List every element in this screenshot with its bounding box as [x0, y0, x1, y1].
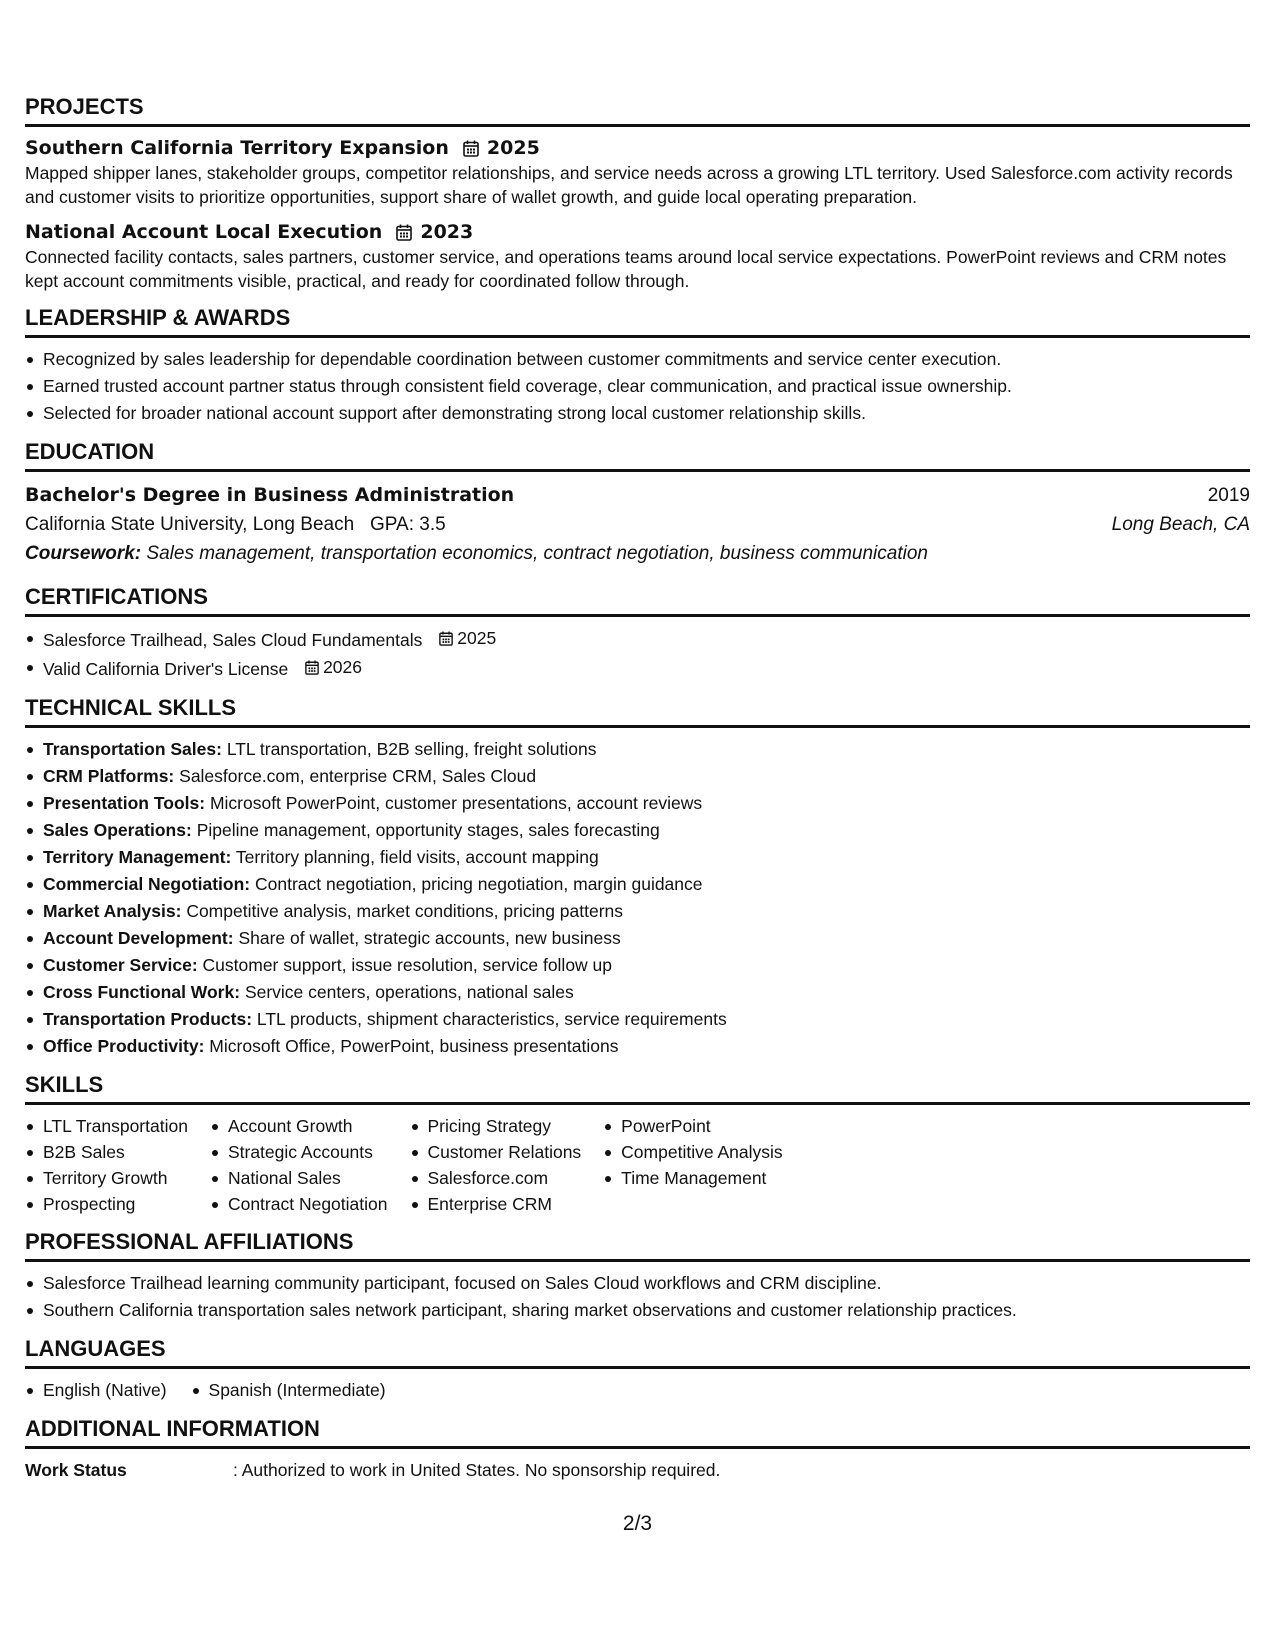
list-item: Selected for broader national account support after demonstrating strong local customer relationship skills. — [25, 400, 1250, 427]
list-item: Competitive Analysis — [603, 1139, 782, 1165]
page-number: 2/3 — [622, 1512, 653, 1535]
list-item — [25, 625, 1250, 654]
list-item: Strategic Accounts — [210, 1139, 388, 1165]
skills-column — [25, 1113, 188, 1217]
skill-value: Salesforce.com, enterprise CRM, Sales Cloud — [179, 766, 537, 786]
skill-label: Presentation Tools: — [43, 793, 206, 813]
section-title: EDUCATION — [25, 437, 1250, 472]
languages-section — [25, 1334, 1250, 1404]
skill-label: Territory Management: — [43, 847, 232, 867]
skill-label: Market Analysis: — [43, 901, 182, 921]
project-year: 2023 — [420, 221, 474, 243]
technical-skills-section — [25, 693, 1250, 1060]
certification-name: Valid California Driver's License — [43, 659, 289, 679]
skill-label: CRM Platforms: — [43, 766, 175, 786]
list-item: Enterprise CRM — [410, 1191, 582, 1217]
project-name: National Account Local Execution — [25, 221, 383, 243]
skill-value: Microsoft Office, PowerPoint, business presentations — [209, 1036, 619, 1056]
certification-name: Salesforce Trailhead, Sales Cloud Fundamentals — [43, 630, 423, 650]
skill-label: Transportation Sales: — [43, 739, 222, 759]
certification-year: 2026 — [323, 657, 363, 677]
affiliations-list — [25, 1270, 1250, 1324]
resume-page — [25, 92, 1250, 1493]
list-item: PowerPoint — [603, 1113, 782, 1139]
skills-column — [410, 1113, 582, 1217]
section-title: PROFESSIONAL AFFILIATIONS — [25, 1227, 1250, 1262]
list-item: Customer Relations — [410, 1139, 582, 1165]
list-item: Account Growth — [210, 1113, 388, 1139]
skill-value: LTL products, shipment characteristics, service requirements — [256, 1009, 727, 1029]
info-label: Work Status — [25, 1460, 127, 1480]
skill-label: Transportation Products: — [43, 1009, 253, 1029]
skill-label: Office Productivity: — [43, 1036, 205, 1056]
list-item: Spanish (Intermediate) — [191, 1377, 386, 1404]
project-year: 2025 — [486, 137, 540, 159]
school-location: Long Beach, CA — [1111, 514, 1250, 535]
skill-value: Share of wallet, strategic accounts, new business — [238, 928, 621, 948]
skill-label: Sales Operations: — [43, 820, 192, 840]
certifications-section — [25, 582, 1250, 683]
list-item: Salesforce Trailhead learning community participant, focused on Sales Cloud workflows and CRM discipline. — [25, 1270, 1250, 1297]
project-item — [25, 219, 1250, 293]
project-item — [25, 135, 1250, 209]
projects-section — [25, 92, 1250, 293]
additional-info-section — [25, 1414, 1250, 1483]
section-title: SKILLS — [25, 1070, 1250, 1105]
list-item — [25, 817, 1250, 844]
section-title: CERTIFICATIONS — [25, 582, 1250, 617]
list-item: Pricing Strategy — [410, 1113, 582, 1139]
skill-value: Territory planning, field visits, account mapping — [235, 847, 599, 867]
leadership-list — [25, 346, 1250, 427]
coursework: Sales management, transportation economics, contract negotiation, business communication — [146, 543, 928, 564]
education-section — [25, 437, 1250, 568]
list-item: Recognized by sales leadership for dependable coordination between customer commitments and service center execution. — [25, 346, 1250, 373]
leadership-section — [25, 303, 1250, 427]
skill-value: Microsoft PowerPoint, customer presentations, account reviews — [209, 793, 703, 813]
calendar-icon — [305, 660, 319, 675]
certifications-list — [25, 625, 1250, 683]
list-item — [25, 871, 1250, 898]
project-description: Connected facility contacts, sales partners, customer service, and operations teams around local service expectations. PowerPoint reviews and CRM notes kept account commitments visible, practical, and ready for coordinated follow through. — [25, 247, 1227, 291]
project-name: Southern California Territory Expansion — [25, 137, 449, 159]
section-title: LEADERSHIP & AWARDS — [25, 303, 1250, 338]
certification-year: 2025 — [457, 628, 497, 648]
skill-label: Commercial Negotiation: — [43, 874, 251, 894]
list-item — [25, 952, 1250, 979]
list-item — [25, 898, 1250, 925]
skill-value: Contract negotiation, pricing negotiation, margin guidance — [255, 874, 703, 894]
skills-column — [603, 1113, 782, 1217]
calendar-icon — [439, 631, 453, 646]
list-item — [25, 736, 1250, 763]
list-item: LTL Transportation — [25, 1113, 188, 1139]
gpa: GPA: 3.5 — [370, 514, 446, 535]
calendar-icon — [463, 140, 479, 157]
list-item: National Sales — [210, 1165, 388, 1191]
list-item: Salesforce.com — [410, 1165, 582, 1191]
skill-label: Cross Functional Work: — [43, 982, 241, 1002]
graduation-year: 2019 — [1207, 485, 1250, 506]
skills-column — [210, 1113, 388, 1217]
skill-label: Customer Service: — [43, 955, 198, 975]
calendar-icon — [396, 224, 412, 241]
skill-label: Account Development: — [43, 928, 234, 948]
coursework-label: Coursework: — [25, 543, 142, 564]
list-item — [25, 654, 1250, 683]
list-item — [25, 925, 1250, 952]
section-title: TECHNICAL SKILLS — [25, 693, 1250, 728]
section-title: PROJECTS — [25, 92, 1250, 127]
skill-value: Competitive analysis, market conditions, pricing patterns — [186, 901, 624, 921]
list-item: Time Management — [603, 1165, 782, 1191]
section-title: LANGUAGES — [25, 1334, 1250, 1369]
list-item — [25, 844, 1250, 871]
list-item: Contract Negotiation — [210, 1191, 388, 1217]
list-item: B2B Sales — [25, 1139, 188, 1165]
skill-value: LTL transportation, B2B selling, freight solutions — [226, 739, 597, 759]
list-item: English (Native) — [25, 1377, 167, 1404]
section-title: ADDITIONAL INFORMATION — [25, 1414, 1250, 1449]
skill-value: Service centers, operations, national sales — [244, 982, 574, 1002]
degree-name: Bachelor's Degree in Business Administration — [25, 484, 515, 506]
technical-skills-list — [25, 736, 1250, 1060]
list-item: Earned trusted account partner status through consistent field coverage, clear communication, and practical issue ownership. — [25, 373, 1250, 400]
list-item — [25, 763, 1250, 790]
list-item: Prospecting — [25, 1191, 188, 1217]
affiliations-section — [25, 1227, 1250, 1324]
languages-list — [25, 1377, 410, 1404]
list-item — [25, 979, 1250, 1006]
project-description: Mapped shipper lanes, stakeholder groups, competitor relationships, and service needs across a growing LTL territory. Used Salesforce.com activity records and customer visits to prioritize opportunities, support share of wallet growth, and guide local operating preparation. — [25, 163, 1233, 207]
skills-section — [25, 1070, 1250, 1217]
list-item — [25, 1033, 1250, 1060]
info-value: : Authorized to work in United States. No sponsorship required. — [233, 1460, 721, 1480]
skills-grid — [25, 1113, 1250, 1217]
skill-value: Pipeline management, opportunity stages, sales forecasting — [196, 820, 660, 840]
list-item: Southern California transportation sales network participant, sharing market observations and customer relationship practices. — [25, 1297, 1250, 1324]
skill-value: Customer support, issue resolution, service follow up — [202, 955, 613, 975]
list-item — [25, 1006, 1250, 1033]
school-name: California State University, Long Beach — [25, 514, 355, 535]
list-item: Territory Growth — [25, 1165, 188, 1191]
list-item — [25, 790, 1250, 817]
